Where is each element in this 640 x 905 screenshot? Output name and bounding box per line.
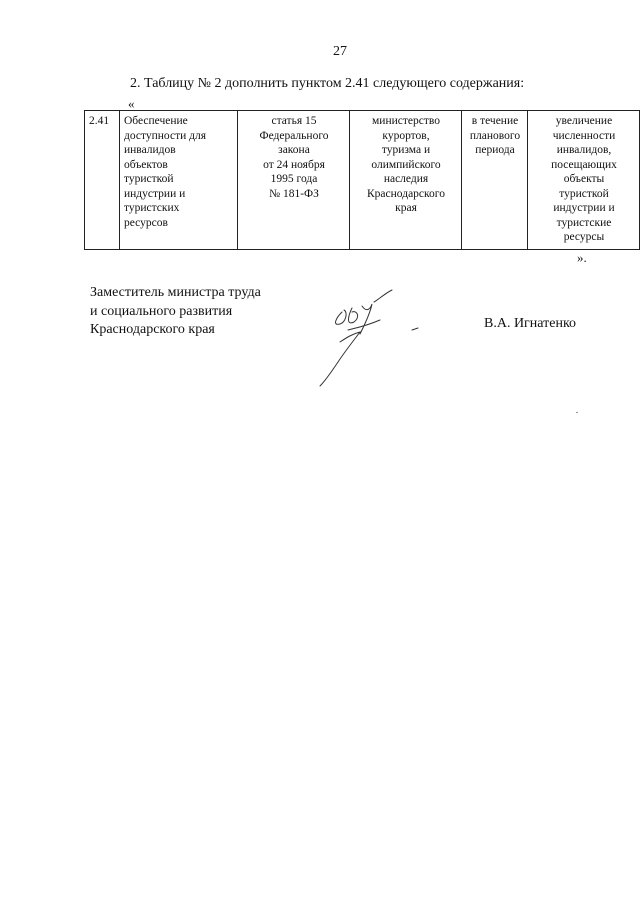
amendment-intro: 2. Таблицу № 2 дополнить пунктом 2.41 следующего содержания: [130,76,525,91]
signatory-name: В.А. Игнатенко [484,316,577,331]
handwritten-signature-icon [300,282,420,392]
table-row [85,111,640,250]
amendment-table [84,110,640,250]
cell-result: увеличение численности инвалидов, посещающих объекты туристкой индустрии и туристские ресурсы [528,111,640,250]
cell-legal-basis: статья 15 Федерального закона от 24 ноября 1995 года № 181-ФЗ [238,111,350,250]
open-quote: « [128,96,135,111]
cell-activity: Обеспечение доступности для инвалидов объектов туристкой индустрии и туристских ресурсов [120,111,238,250]
close-quote: ». [577,250,587,265]
cell-period: в течение планового периода [462,111,528,250]
cell-executor: министерство курортов, туризма и олимпийского наследия Краснодарского края [350,111,462,250]
signatory-title: Заместитель министра труда и социального развития Краснодарского края [90,285,261,337]
scan-artifact [576,412,578,413]
cell-number: 2.41 [85,111,120,250]
page-number: 27 [333,44,347,59]
